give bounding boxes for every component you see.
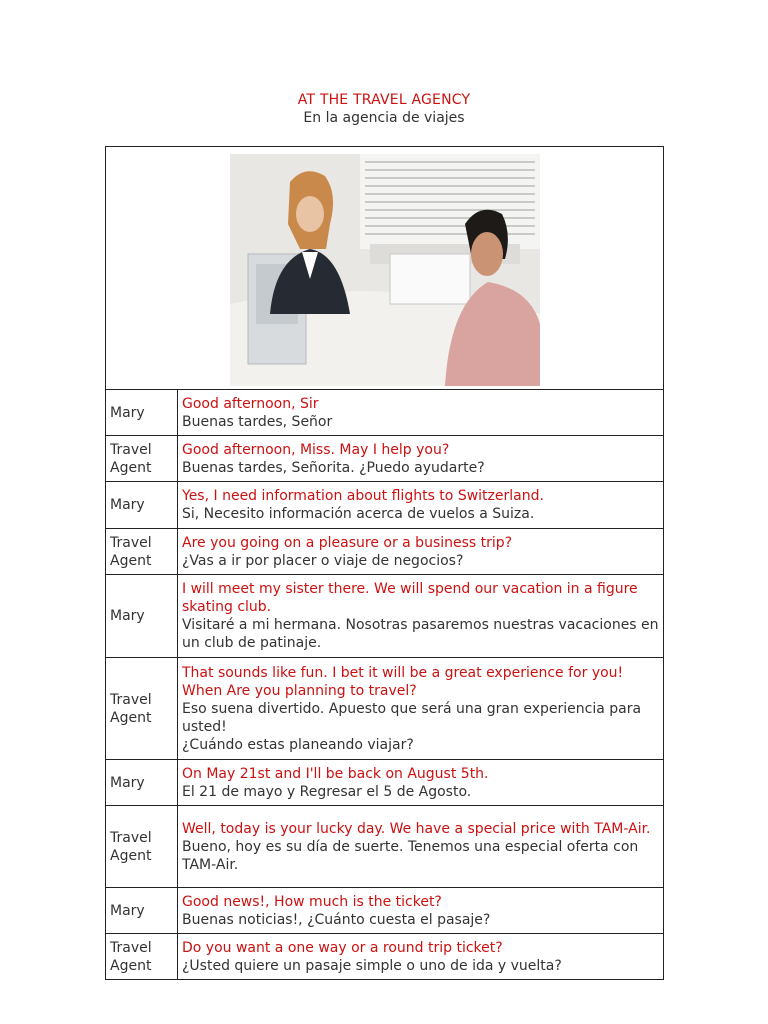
speaker-cell: Mary [106, 390, 178, 436]
dialogue-row [106, 806, 664, 888]
dialogue-row [106, 436, 664, 482]
line-cell [178, 529, 664, 575]
speaker-cell: Mary [106, 575, 178, 658]
dialogue-row [106, 760, 664, 806]
line-cell [178, 436, 664, 482]
english-line: Do you want a one way or a round trip ticket? [182, 939, 503, 956]
dialogue-row [106, 934, 664, 980]
dialogue-row [106, 482, 664, 529]
dialogue-table [105, 146, 664, 980]
english-line: That sounds like fun. I bet it will be a great experience for you! When Are you planning to travel? [182, 664, 624, 699]
spanish-line-2: ¿Cuándo estas planeando viajar? [182, 736, 414, 753]
speaker-cell: Mary [106, 888, 178, 934]
office-scene-illustration [230, 154, 540, 386]
english-line: Good afternoon, Sir [182, 395, 319, 412]
speaker-cell: Mary [106, 482, 178, 529]
spanish-line: Buenas tardes, Señorita. ¿Puedo ayudarte? [182, 459, 485, 476]
dialogue-row [106, 575, 664, 658]
image-row [106, 147, 664, 390]
spanish-line: Visitaré a mi hermana. Nosotras pasaremos nuestras vacaciones en un club de patinaje. [182, 617, 659, 651]
english-line: Well, today is your lucky day. We have a special price with TAM-Air. [182, 820, 651, 837]
page-subtitle: En la agencia de viajes [303, 110, 465, 126]
speaker-cell: Travel Agent [106, 529, 178, 575]
travel-agency-photo [230, 154, 540, 386]
line-cell [178, 760, 664, 806]
image-cell [106, 147, 664, 390]
english-line: Are you going on a pleasure or a business trip? [182, 534, 513, 551]
english-line: Good afternoon, Miss. May I help you? [182, 441, 450, 458]
speaker-cell: Travel Agent [106, 658, 178, 760]
line-cell [178, 658, 664, 760]
english-line: On May 21st and I'll be back on August 5th. [182, 765, 489, 782]
dialogue-row [106, 888, 664, 934]
english-line: Good news!, How much is the ticket? [182, 893, 442, 910]
page-title: AT THE TRAVEL AGENCY [297, 92, 471, 108]
spanish-line: Si, Necesito información acerca de vuelos a Suiza. [182, 506, 535, 522]
dialogue-row [106, 658, 664, 760]
english-line: I will meet my sister there. We will spend our vacation in a figure skating club. [182, 581, 638, 615]
spanish-line: Buenas noticias!, ¿Cuánto cuesta el pasaje? [182, 911, 491, 928]
line-cell [178, 575, 664, 658]
line-cell [178, 888, 664, 934]
spanish-line: ¿Vas a ir por placer o viaje de negocios? [182, 552, 464, 569]
english-line: Yes, I need information about flights to Switzerland. [182, 488, 544, 504]
dialogue-row [106, 529, 664, 575]
speaker-cell: Travel Agent [106, 934, 178, 980]
spanish-line: Buenas tardes, Señor [182, 413, 333, 430]
spanish-line: ¿Usted quiere un pasaje simple o uno de ida y vuelta? [182, 957, 562, 974]
line-cell [178, 806, 664, 888]
spanish-line: Bueno, hoy es su día de suerte. Tenemos una especial oferta con TAM-Air. [182, 838, 639, 873]
speaker-cell: Mary [106, 760, 178, 806]
line-cell [178, 390, 664, 436]
speaker-cell: Travel Agent [106, 806, 178, 888]
line-cell [178, 934, 664, 980]
dialogue-row [106, 390, 664, 436]
speaker-cell: Travel Agent [106, 436, 178, 482]
spanish-line: El 21 de mayo y Regresar el 5 de Agosto. [182, 783, 472, 800]
line-cell [178, 482, 664, 529]
spanish-line: Eso suena divertido. Apuesto que será una gran experiencia para usted! [182, 700, 642, 735]
